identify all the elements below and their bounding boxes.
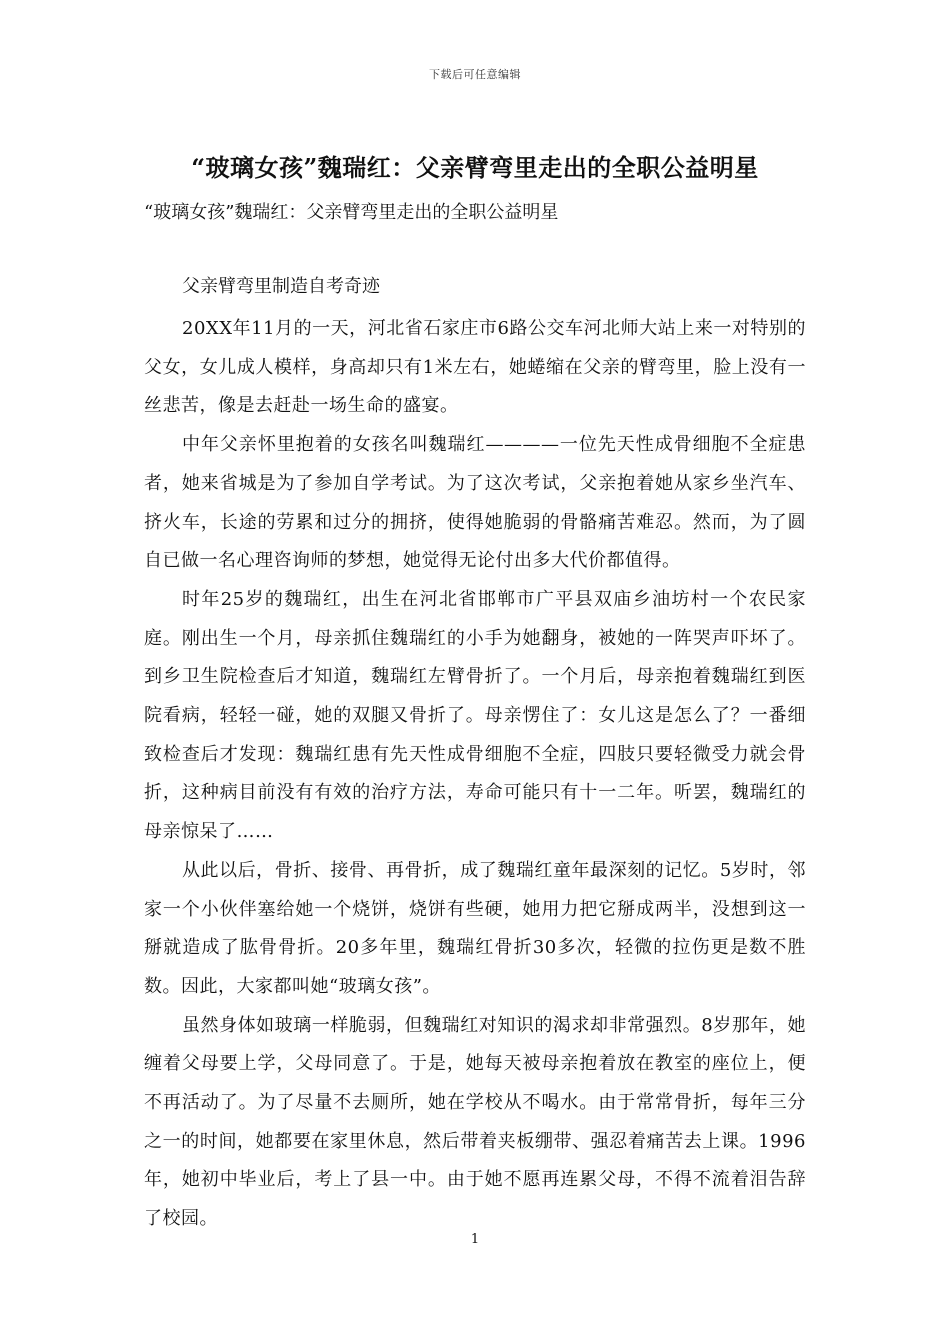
section-heading: 父亲臂弯里制造自考奇迹 [182,276,380,297]
paragraph: 虽然身体如玻璃一样脆弱，但魏瑞红对知识的渴求却非常强烈。8岁那年，她缠着父母要上学，父母同意了。于是，她每天被母亲抱着放在教室的座位上，便不再活动了。为了尽量不去厕所，她在学校从不喝水。由于常常骨折，每年三分之一的时间，她都要在家里休息，然后带着夹板绷带、强忍着痛苦去上课。1996年，她初中毕业后，考上了县一中。由于她不愿再连累父母，不得不流着泪告辞了校园。 [144,1014,806,1230]
header-note: 下载后可任意编辑 [429,68,521,81]
paragraph: 20XX年11月的一天，河北省石家庄市6路公交车河北师大站上来一对特别的父女，女儿成人模样，身高却只有1米左右，她蜷缩在父亲的臂弯里，脸上没有一丝悲苦，像是去赶赴一场生命的盛宴。 [144,318,806,417]
paragraph: 从此以后，骨折、接骨、再骨折，成了魏瑞红童年最深刻的记忆。5岁时，邻家一个小伙伴塞给她一个烧饼，烧饼有些硬，她用力把它掰成两半，没想到这一掰就造成了肱骨骨折。20多年里，魏瑞红骨折30多次，轻微的拉伤更是数不胜数。因此，大家都叫她“玻璃女孩”。 [144,859,806,997]
paragraph: 时年25岁的魏瑞红，出生在河北省邯郸市广平县双庙乡油坊村一个农民家庭。刚出生一个月，母亲抓住魏瑞红的小手为她翻身，被她的一阵哭声吓坏了。到乡卫生院检查后才知道，魏瑞红左臂骨折了。一个月后，母亲抱着魏瑞红到医院看病，轻轻一碰，她的双腿又骨折了。母亲愣住了：女儿这是怎么了？一番细致检查后才发现：魏瑞红患有先天性成骨细胞不全症，四肢只要轻微受力就会骨折，这种病目前没有有效的治疗方法，寿命可能只有十一二年。听罢，魏瑞红的母亲惊呆了…… [144,588,806,843]
page-title: “玻璃女孩”魏瑞红：父亲臂弯里走出的全职公益明星 [191,153,759,182]
subtitle: “玻璃女孩”魏瑞红：父亲臂弯里走出的全职公益明星 [144,202,559,223]
article-body [144,310,806,1239]
paragraph: 中年父亲怀里抱着的女孩名叫魏瑞红————一位先天性成骨细胞不全症患者，她来省城是为了参加自学考试。为了这次考试，父亲抱着她从家乡坐汽车、挤火车，长途的劳累和过分的拥挤，使得她脆弱的骨骼痛苦难忍。然而，为了圆自已做一名心理咨询师的梦想，她觉得无论付出多大代价都值得。 [144,434,806,572]
page-number: 1 [470,1232,480,1247]
